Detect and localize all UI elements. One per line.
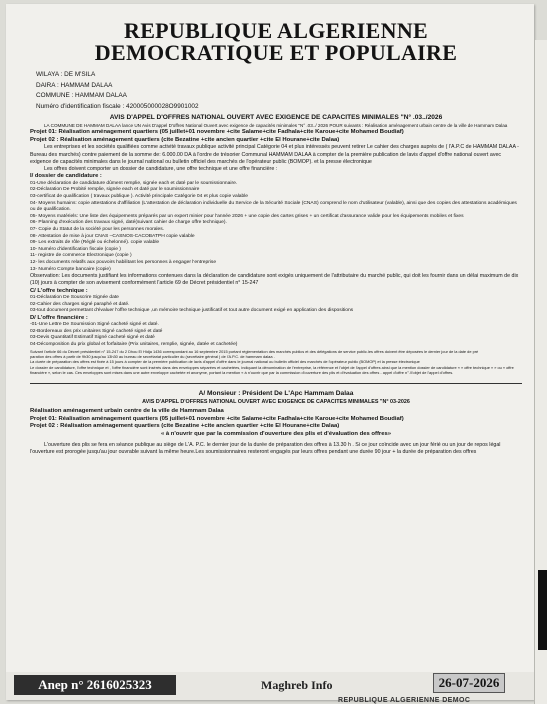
envelope-block [30, 383, 522, 438]
list-item: 12- les documents relatifs aux pouvoirs habilitant les personnes à engager l'entreprise [30, 259, 217, 265]
closing-paragraph: L'ouverture des plis se fera en séance publique au siège de L'A. P.C. le dernier jour de la durée de préparation des offres à 13.30 h . Si ce jour coïncide avec un jour férié ou un jour de repos légal l'ouverture est prorogée jusqu'au jour ouvrable suivant la même heure.Les soumissionnaires resteront engagés par leurs offres pendant une durée 90 jour + la durée de préparation des offres [30, 441, 501, 455]
list-item: 11- registre de commerce Electronique (copie ) [30, 253, 132, 259]
technical-offer-heading: C/ L'offre technique : [30, 287, 88, 294]
small-print-4: Le dossier de candidature, l'offre technique et , l'offre financière sont insérés dans des enveloppes séparées et cachetées, indiquant la dénomination de l'entreprise, la référence et l'objet de l'appel d'offres ainsi que la mention dossier de candidature « » offre technique « » ou « offre financière », selon le cas. Ces enveloppes sont mises dans une autre enveloppe cachetée et anonyme, portant la mention « à n'ouvrir que par la commission d'ouverture des plis et d'évaluation des offres - appel d'offre n°./l'objet de l'appel d'offres. [30, 364, 514, 375]
commune-line: COMMUNE : HAMMAM DALAA [36, 92, 127, 99]
envelope-mention: « à n'ouvrir que par la commission d'ouverture des plis et d'évaluation des offres» [160, 430, 392, 437]
adjacent-page-bar [538, 570, 547, 650]
newspaper-name: Maghreb Info [261, 678, 333, 692]
project-1: Projet 01: Réalisation aménagement quartiers (05 juillet+01 novembre +cite Salame+cite Fadhala+cite Karoue+cite Mohamed Boudiaf) [30, 129, 404, 136]
project-2: Projet 02 : Réalisation aménagement quartiers (cite Bezatine +cite ancien quartier +cite El Hourane+cite Dalaa) [30, 136, 340, 143]
list-item: 02-Déclaration De Probité remplie, signée each et daté par le soumissionnaire [30, 187, 200, 193]
technical-offer-list [30, 295, 522, 315]
anep-reference: Anep n° 2616025323 [14, 675, 176, 695]
envelope-addressee: A/ Monsieur : Président De L'Apc Hammam Dalaa [198, 390, 354, 398]
envelope-notice-title: AVIS D'APPEL D'OFFRES NATIONAL OUVERT AVEC EXIGENCE DE CAPACITES MINIMALES "N° 03-2026 [142, 399, 410, 406]
list-item: 01-Une déclaration de candidature dûment remplie, signée each et daté par le soumissionnaire. [30, 180, 238, 186]
list-item: 13- Numéro Compte bancaire (copie) [30, 266, 111, 272]
observation-paragraph: Observation: Les documents justifiant les informations contenues dans la déclaration de candidature sont exigés uniquement de l'attributaire du marché public, qui doit les fournir dans un délai maximum de dix (10) jours à compter de son avisement conformément l'article 69 de Décret présidentiel n° 15-247 [30, 273, 519, 287]
list-item: 03-certificat de qualification ( travaux publique ). Activité principale Catégorie 04 et plus copie valable [30, 193, 249, 199]
list-item: 04-Décomposition du prix global et forfaitaire (Prix unitaires, remplie, signée, datée et cachetée) [30, 342, 238, 348]
small-print-1: Suivant l'article 66 du Décret présidentiel n° 15-247 du 2 Dhou El Hidja 1436 correspondant au 16 septembre 2015 portant réglementation des marchés publics et des délégations de service public.les offres doivent être déposées le dernier jour de la date de pré [30, 348, 479, 354]
list-item: 01-Déclaration De Souscrire Signée date [30, 295, 119, 301]
list-item: 04- Moyens humains: copie attestations d'affiliation (L'attestation de déclaration individuelle du Service de la Sécurité Sociale (CNAS) comprend le nom d'utilisateur (valable), ainsi que des copies des attestations académiques ou de qualification. [30, 200, 517, 213]
list-item: 03-tout document permettant d'évaluer l'offre technique ,un mémoire technique justificatif et tout autre document exigé en application des dispositions [30, 308, 354, 314]
envelope-project-title: Réalisation aménagement urbain centre de la ville de Hammam Dalaa [30, 408, 224, 415]
notice-content [30, 20, 522, 456]
financial-offer-list [30, 322, 522, 348]
list-item: 10- Numéro d'identification fiscale (copie ) [30, 246, 121, 252]
title-line-1: REPUBLIQUE ALGERIENNE [124, 18, 428, 43]
notice-paragraph-1: Les entreprises et les sociétés qualifiées comme activité travaux publique activité principal Catégorie 04 et plus intéressés peuvent retirer Le cahier des charges auprès de ( l'A.P.C de HAMMAM DALAA - Bureau des marchés) contre paiement de la somme de: 6.000.00 DA à l'ordre de trésorier Communal HAMMAM DALAA à compter de la première publication de lavis d'appel d'offre national ouvert avec exigence de capacités minimales dans le journal national ou bulletin officiel des marchés de l'opérateur public (BOMOP). et la presse électronique [30, 144, 519, 165]
list-item: 02-Cahier des charges signé paraphé et daté. [30, 301, 130, 307]
candidature-heading: I/ dossier de candidature : [30, 173, 102, 180]
small-print-2: paration des offres à partir de 9h30 jusqu'au 13h30 au bureau de secrétariat particulier du (secrétaire général ) de l'A.P.C. de hammam dalaa . [30, 353, 275, 359]
page-title [30, 20, 522, 64]
nif-line: Numéro d'identification fiscale : 420005000028O9901002 [36, 102, 199, 110]
small-print-3: La durée de préparation des offres est fixée à 15 jours à compter de la première publication de lavis d'appel d'offre dans le journal national ou bulletin officiel des marchés de l'opérateur public (BOMOP) et la presse électronique [30, 359, 420, 365]
daira-line: DAIRA : HAMMAM DALAA [36, 81, 113, 89]
envelope-project-1: Projet 01: Réalisation aménagement quartiers (05 juillet+01 novembre +cite Salame+cite Fadhala+cite Karoue+cite Mohamed Boudiaf) [30, 415, 404, 422]
list-item: 05- Moyens matériels: Une liste des équipements préparés par un expert minier pour l'année 2026 + une copie des cartes grises + un certificat d'assurance valide pour les équipements mobiles et fixes [30, 213, 464, 219]
list-item: 07- Copie du Statut de la société pour les personnes morales. [30, 226, 165, 232]
next-page-header: REPUBLIQUE ALGERIENNE DEMOC [338, 697, 471, 704]
list-item: 08- Attestation de mise à jour CNAS –CASNOS-CACOBATPH copie valable [30, 233, 195, 239]
issuer-block [36, 70, 522, 112]
list-item: -01-Une Lettre De Soumission Signé cacheté signé et daté. [30, 322, 159, 328]
envelope-project-2: Projet 02 : Réalisation aménagement quartiers (cite Bezatine +cite ancien quartier +cite El Hourane+cite Dalaa) [30, 423, 340, 430]
list-item: 09- Les extraits de rôle (Réglé ou échelonné). copie valable [30, 240, 160, 246]
publication-date: 26-07-2026 [433, 673, 505, 693]
candidature-list [30, 181, 522, 273]
newspaper-page [6, 4, 534, 700]
notice-paragraph-2: Les offres doivent comporter un dossier de candidature, une offre technique et une offre financière : [44, 166, 278, 173]
notice-intro: LA COMMUNE DE HAMMAM DALAA lance UN Avis D'appel D'offres National Ouvert avec exigence de capacités minimales "N° .03../ 2026 POUR suivants : Réalisation aménagement urbain centre de la ville de Hammam Dalaa [44, 123, 508, 128]
financial-offer-heading: D/ L'offre financière : [30, 314, 88, 321]
wilaya-line: WILAYA : DE M'SILA [36, 71, 96, 78]
list-item: 02-Bordereaux des prix unitaires Signé cacheté signé et daté [30, 328, 163, 334]
list-item: 03-Devis Quantitatif Estimatif Signé cacheté signé et daté [30, 335, 155, 341]
title-line-2: DEMOCRATIQUE ET POPULAIRE [94, 40, 458, 65]
list-item: 06- Planning d'exécution des travaux signé, daté(suivant cahier de charge offre technique). [30, 220, 227, 226]
notice-title: AVIS D'APPEL D'OFFRES NATIONAL OUVERT AVEC EXIGENCE DE CAPACITES MINIMALES "N° .03../2026 [109, 114, 443, 121]
